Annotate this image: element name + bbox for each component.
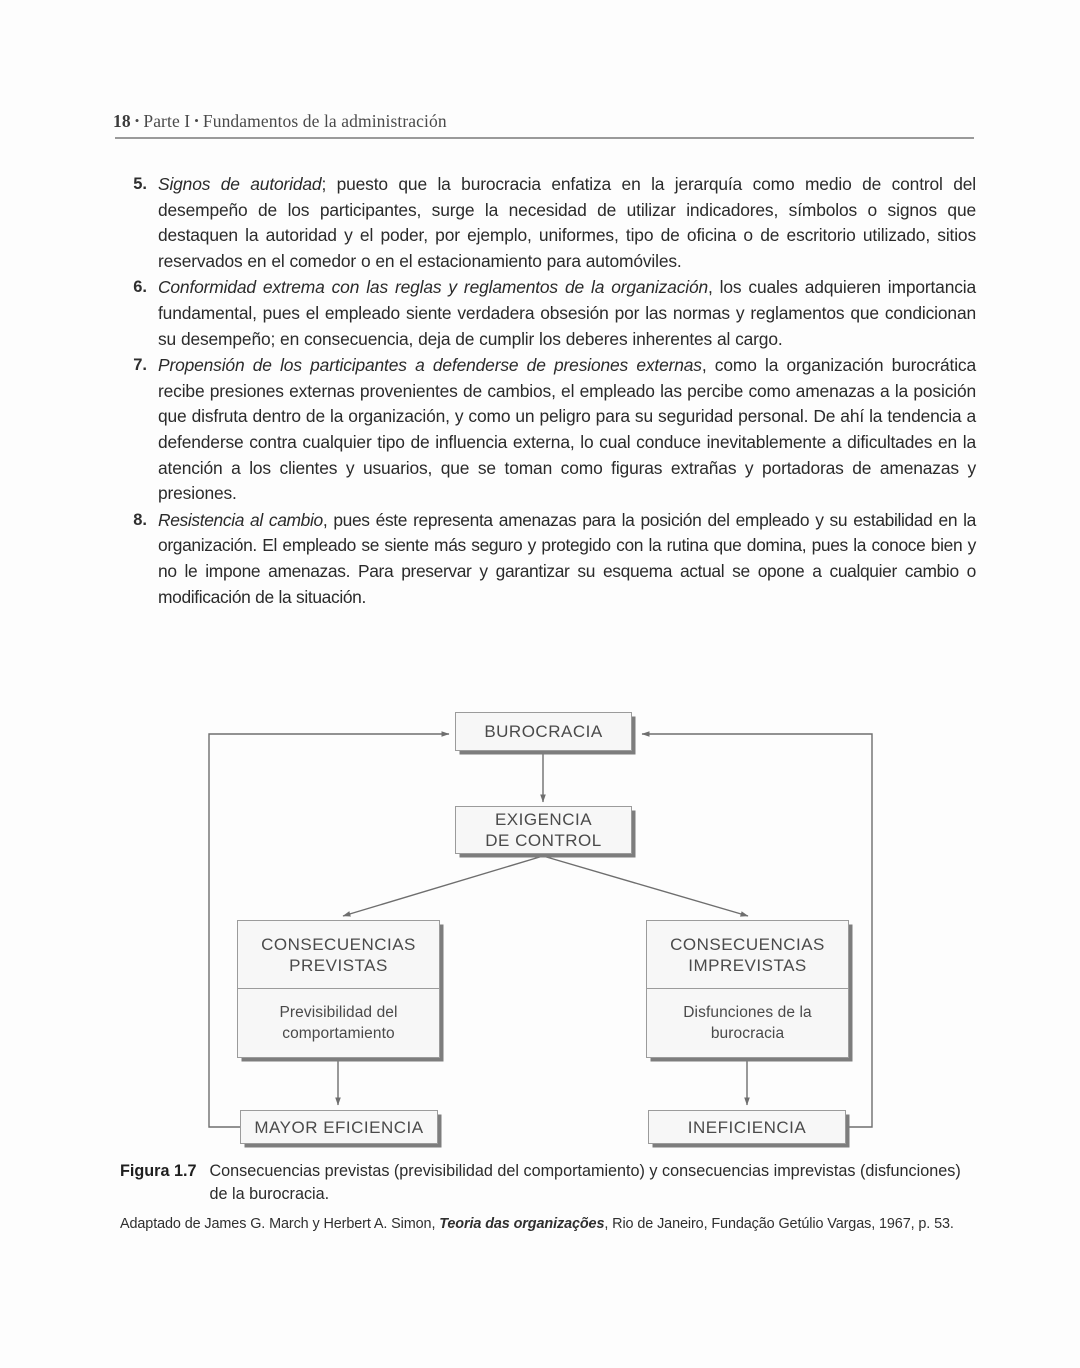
connector-exigencia-to-previstas	[343, 856, 543, 916]
diagram-box-consecuencias-imprevistas	[646, 920, 849, 1058]
running-head	[113, 111, 973, 132]
list-item	[113, 172, 976, 274]
source-work-title: Teoria das organizações	[439, 1216, 605, 1232]
list-item-text: , los cuales adquieren importancia fundamental, pues el empleado siente verdadera obsesión por las normas y reglamentos que condicionan su desempeño; en consecuencia, deja de cumplir los deberes inherentes al cargo.	[158, 277, 977, 349]
list-item-number: 7.	[133, 356, 147, 375]
list-item-body	[158, 172, 976, 274]
list-item-body	[158, 275, 976, 352]
list-item-number: 5.	[133, 175, 147, 193]
diagram-box-exigencia-line1: EXIGENCIA	[494, 810, 593, 829]
list-item-italic-lead: Propensión de los participantes a defenderse de presiones externas	[158, 355, 702, 376]
list-item-text: , pues éste representa amenazas para la posición del empleado y su estabilidad en la organización. El empleado se siente más seguro y protegido con la rutina que domina, pues la conoce bien y no le impone amenazas. Para preservar y garantizar su esquema actual se opone a cualquier cambio o modificación de la situación.	[158, 509, 976, 607]
diagram-box-mayor-eficiencia	[240, 1110, 438, 1144]
diagram-box-imprevistas-title-line1: CONSECUENCIAS	[670, 934, 825, 954]
list-item-italic-lead: Resistencia al cambio	[158, 509, 323, 530]
part-label: Parte I	[143, 111, 191, 131]
diagram-box-burocracia-label: BUROCRACIA	[484, 722, 603, 741]
diagram-box-previstas-title-line1: CONSECUENCIAS	[261, 934, 416, 954]
diagram-box-burocracia	[455, 712, 632, 751]
diagram-box-previstas-sub	[238, 989, 439, 1057]
diagram-box-previstas-title-line2: PREVISTAS	[289, 955, 388, 975]
figure-caption-label: Figura 1.7	[120, 1162, 197, 1180]
diagram-connectors	[0, 700, 1080, 1160]
diagram-box-ineficiencia	[648, 1110, 846, 1144]
figure-caption	[120, 1160, 975, 1206]
list-item-body	[158, 353, 976, 507]
running-head-rule	[115, 137, 974, 139]
list-item	[113, 353, 976, 507]
diagram-box-previstas-sub-line1: Previsibilidad del	[279, 1004, 398, 1021]
list-item-number: 8.	[133, 510, 147, 529]
diagram-box-imprevistas-sub	[647, 989, 848, 1057]
figure-caption-text: Consecuencias previstas (previsibilidad del comportamiento) y consecuencias imprevistas (disfunciones) de la burocracia.	[209, 1162, 961, 1203]
list-item-text: , como la organización burocrática recibe presiones externas provenientes de cambios, el empleado las percibe como amenazas a la posición que disfruta dentro de la organización, y como un peligro para su seguridad personal. De ahí la tendencia a defenderse contra cualquier tipo de influencia externa, lo cual conduce inevitablemente a dificultades en la atención a los clientes y usuarios, que se toman como figuras extrañas y portadoras de amenazas y presiones.	[158, 355, 976, 504]
connector-exigencia-to-imprevistas	[543, 856, 748, 916]
runhead-bullet-2: •	[194, 113, 199, 128]
source-prefix: Adaptado de James G. March y Herbert A. Simon,	[120, 1216, 440, 1232]
diagram-box-exigencia-de-control	[455, 806, 632, 854]
list-item	[113, 275, 976, 352]
list-item-italic-lead: Conformidad extrema con las reglas y reglamentos de la organización	[158, 277, 709, 298]
list-item-text: ; puesto que la burocracia enfatiza en la jerarquía como medio de control del desempeño de los participantes, surge la necesidad de utilizar indicadores, símbolos o signos que destaquen la autoridad y el poder, por ejemplo, uniformes, tipo de oficina o de escritorio utilizado, sitios reservados en el comedor o en el estacionamiento para automóviles.	[158, 174, 976, 271]
diagram-box-exigencia-line2: DE CONTROL	[485, 831, 602, 850]
numbered-list	[113, 172, 976, 611]
list-item-number: 6.	[133, 278, 147, 297]
figure-source-note	[120, 1213, 978, 1236]
runhead-title: Fundamentos de la administración	[202, 111, 447, 131]
diagram-box-consecuencias-previstas	[237, 920, 440, 1058]
page-number: 18	[113, 111, 131, 131]
diagram-box-imprevistas-sub-line2: burocracia	[710, 1025, 785, 1042]
diagram-box-ineficiencia-label: INEFICIENCIA	[687, 1117, 807, 1137]
diagram-box-imprevistas-title	[647, 921, 848, 989]
diagram-box-imprevistas-title-line2: IMPREVISTAS	[688, 955, 807, 975]
diagram-box-mayor-eficiencia-label: MAYOR EFICIENCIA	[254, 1117, 424, 1137]
diagram-box-previstas-sub-line2: comportamiento	[282, 1025, 395, 1042]
list-item-body	[158, 508, 976, 610]
figure-diagram	[0, 700, 1080, 1160]
diagram-box-previstas-title	[238, 921, 439, 989]
list-item	[113, 508, 976, 610]
source-suffix: , Rio de Janeiro, Fundação Getúlio Vargas, 1967, p. 53.	[604, 1216, 954, 1232]
list-item-italic-lead: Signos de autoridad	[158, 174, 322, 194]
runhead-bullet-1: •	[134, 113, 140, 128]
diagram-box-imprevistas-sub-line1: Disfunciones de la	[683, 1004, 812, 1021]
